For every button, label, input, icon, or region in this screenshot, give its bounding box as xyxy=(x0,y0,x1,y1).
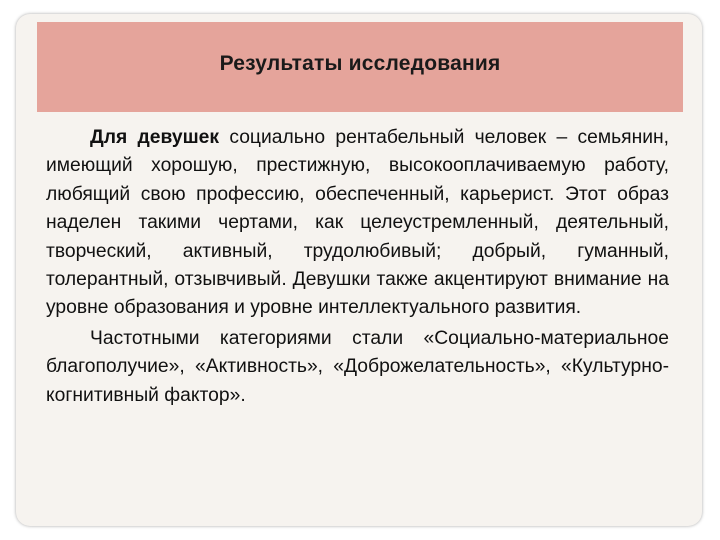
paragraph-1-text: социально рентабельный человек – семьянин, имеющий хорошую, престижную, высокооплачиваемую работу, любящий свою профессию, обеспеченный, карьерист. Этот образ наделен такими чертами, как целеустремленный, деятельный, творческий, активный, трудолюбивый; добрый, гуманный, толерантный, отзывчивый. Девушки также акцентируют внимание на уровне образования и уровне интеллектуального развития. xyxy=(46,127,669,319)
paragraph-1 xyxy=(46,124,669,323)
slide-body xyxy=(46,124,669,410)
paragraph-2: Частотными категориями стали «Социально-материальное благополучие», «Активность», «Доброжелательность», «Культурно-когнитивный фактор». xyxy=(46,327,669,406)
paragraph-1-lead: Для девушек xyxy=(90,127,220,148)
slide-title: Результаты исследования xyxy=(219,52,501,75)
